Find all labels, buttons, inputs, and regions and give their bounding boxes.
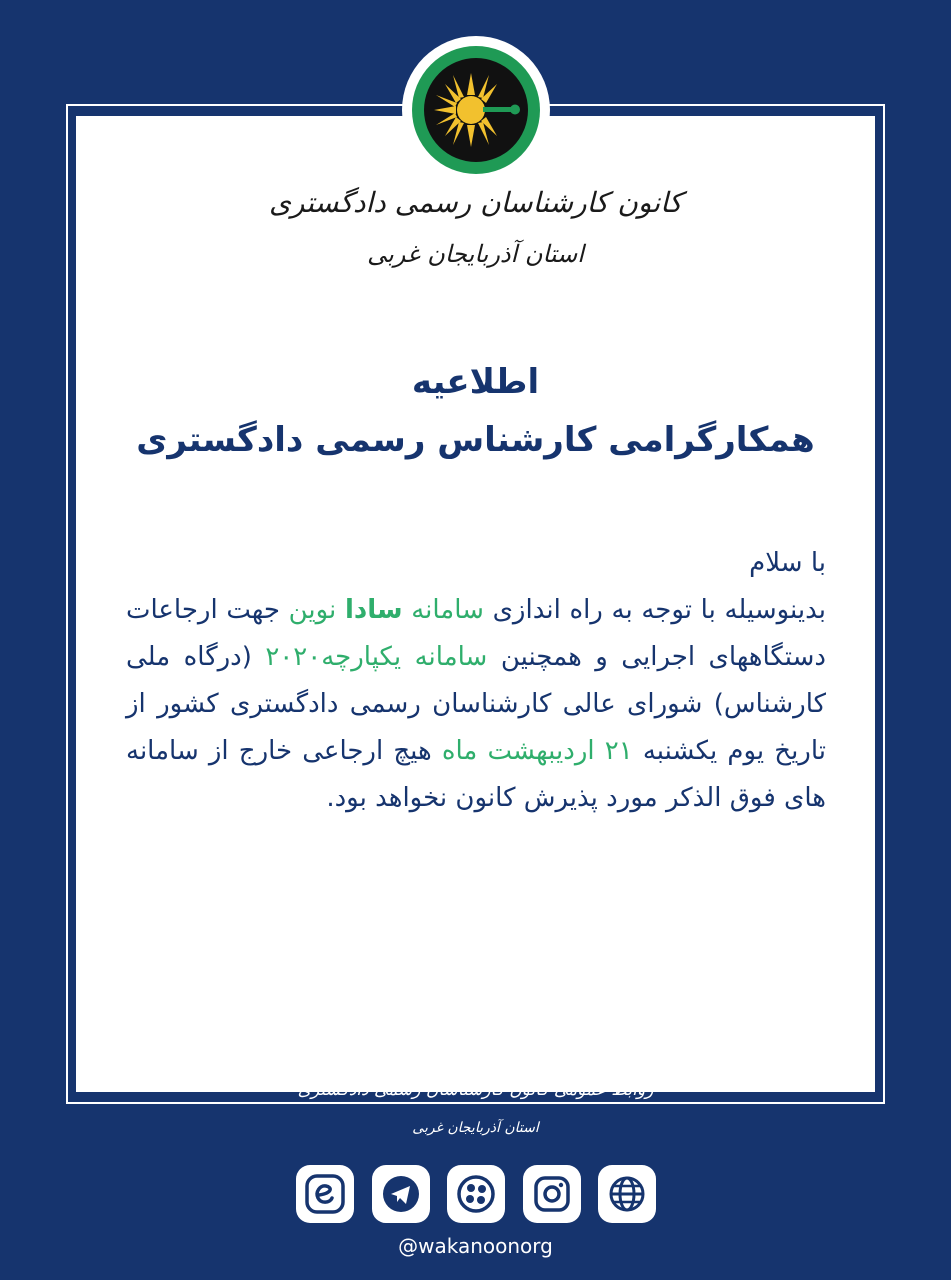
aparat-icon[interactable] xyxy=(447,1165,505,1223)
organization-name: کانون کارشناسان رسمی دادگستری xyxy=(268,186,683,219)
instagram-icon[interactable] xyxy=(523,1165,581,1223)
globe-icon[interactable] xyxy=(598,1165,656,1223)
notice-subtitle: همکارگرامی کارشناس رسمی دادگستری xyxy=(136,420,815,460)
sada-brand: سادا xyxy=(344,595,403,625)
telegram-icon[interactable] xyxy=(372,1165,430,1223)
integrated-system-name: سامانه یکپارچه۲۰۲۰ xyxy=(265,642,488,672)
notice-body xyxy=(126,540,826,822)
social-links xyxy=(296,1165,656,1225)
sada-system-name: سامانه xyxy=(411,595,484,625)
eitaa-icon[interactable] xyxy=(296,1165,354,1223)
effective-date: ۲۱ اردیبهشت ماه xyxy=(441,736,633,766)
notice-title: اطلاعیه xyxy=(411,362,540,402)
signature-province: استان آذربایجان غربی xyxy=(412,1120,539,1136)
organization-logo xyxy=(402,36,550,184)
notice-paragraph: بدینوسیله با توجه به راه اندازی سامانه سادا نوین جهت ارجاعات دستگاههای اجرایی و همچنین سامانه یکپارچه۲۰۲۰ (درگاه ملی کارشناس) شورای عالی کارشناسان رسمی دادگستری کشور از تاریخ یوم یکشنبه ۲۱ اردیبهشت ماه هیچ ارجاعی خارج از سامانه های فوق الذکر مورد پذیرش کانون نخواهد بود. xyxy=(126,595,827,813)
sun-emblem-icon xyxy=(421,55,531,165)
greeting: با سلام xyxy=(749,548,826,578)
signature-line: روابط عمومی کانون کارشناسان رسمی دادگستری xyxy=(297,1080,654,1100)
social-handle[interactable]: @wakanoonorg xyxy=(398,1234,553,1258)
organization-province: استان آذربایجان غربی xyxy=(367,240,584,268)
